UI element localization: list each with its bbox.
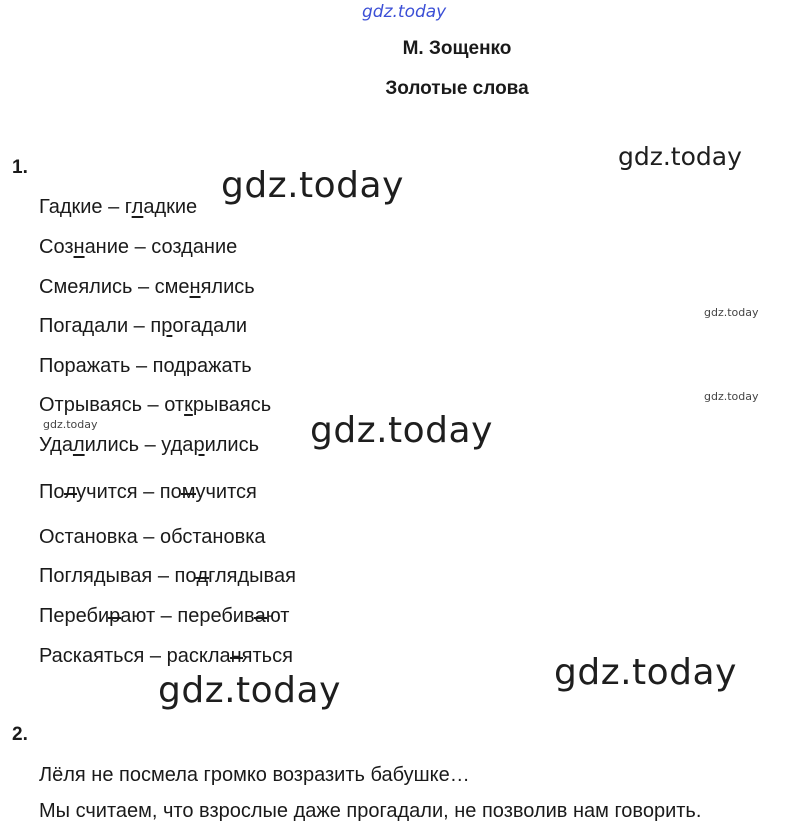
word-pair: Получится – помучится — [39, 481, 257, 503]
word-pair: Удалились – ударились — [39, 434, 259, 456]
word-pair: Раскаяться – раскланяться — [39, 645, 293, 667]
story-title: Золотые слова — [385, 78, 529, 99]
watermark: gdz.today — [221, 165, 404, 206]
word-pair: Остановка – обстановка — [39, 526, 266, 548]
author-name: М. Зощенко — [402, 38, 512, 59]
word-pair: Гадкие – гладкие — [39, 196, 198, 218]
task-number-2: 2. — [12, 724, 28, 745]
word-pair: Отрываясь – открываясь — [39, 394, 272, 416]
watermark: gdz.today — [554, 652, 737, 693]
watermark: gdz.today — [704, 390, 759, 403]
word-pair: Погадали – прогадали — [39, 315, 248, 337]
watermark-top: gdz.today — [362, 2, 447, 22]
watermark: gdz.today — [310, 410, 493, 451]
word-pair: Сознание – создание — [39, 236, 238, 258]
answer-sentence-2: Мы считаем, что взрослые даже прогадали, не позволив нам говорить. — [39, 800, 702, 822]
task-number-1: 1. — [12, 157, 28, 178]
watermark: gdz.today — [618, 142, 742, 171]
watermark: gdz.today — [158, 670, 341, 711]
answer-sentence-1: Лёля не посмела громко возразить бабушке… — [39, 764, 470, 786]
word-pair: Поглядывая – подглядывая — [39, 565, 296, 587]
watermark: gdz.today — [704, 306, 759, 319]
word-pair: Перебирают – перебивают — [39, 605, 290, 627]
watermark: gdz.today — [43, 418, 98, 431]
word-pair: Поражать – подражать — [39, 355, 252, 377]
word-pair: Смеялись – сменялись — [39, 276, 255, 298]
